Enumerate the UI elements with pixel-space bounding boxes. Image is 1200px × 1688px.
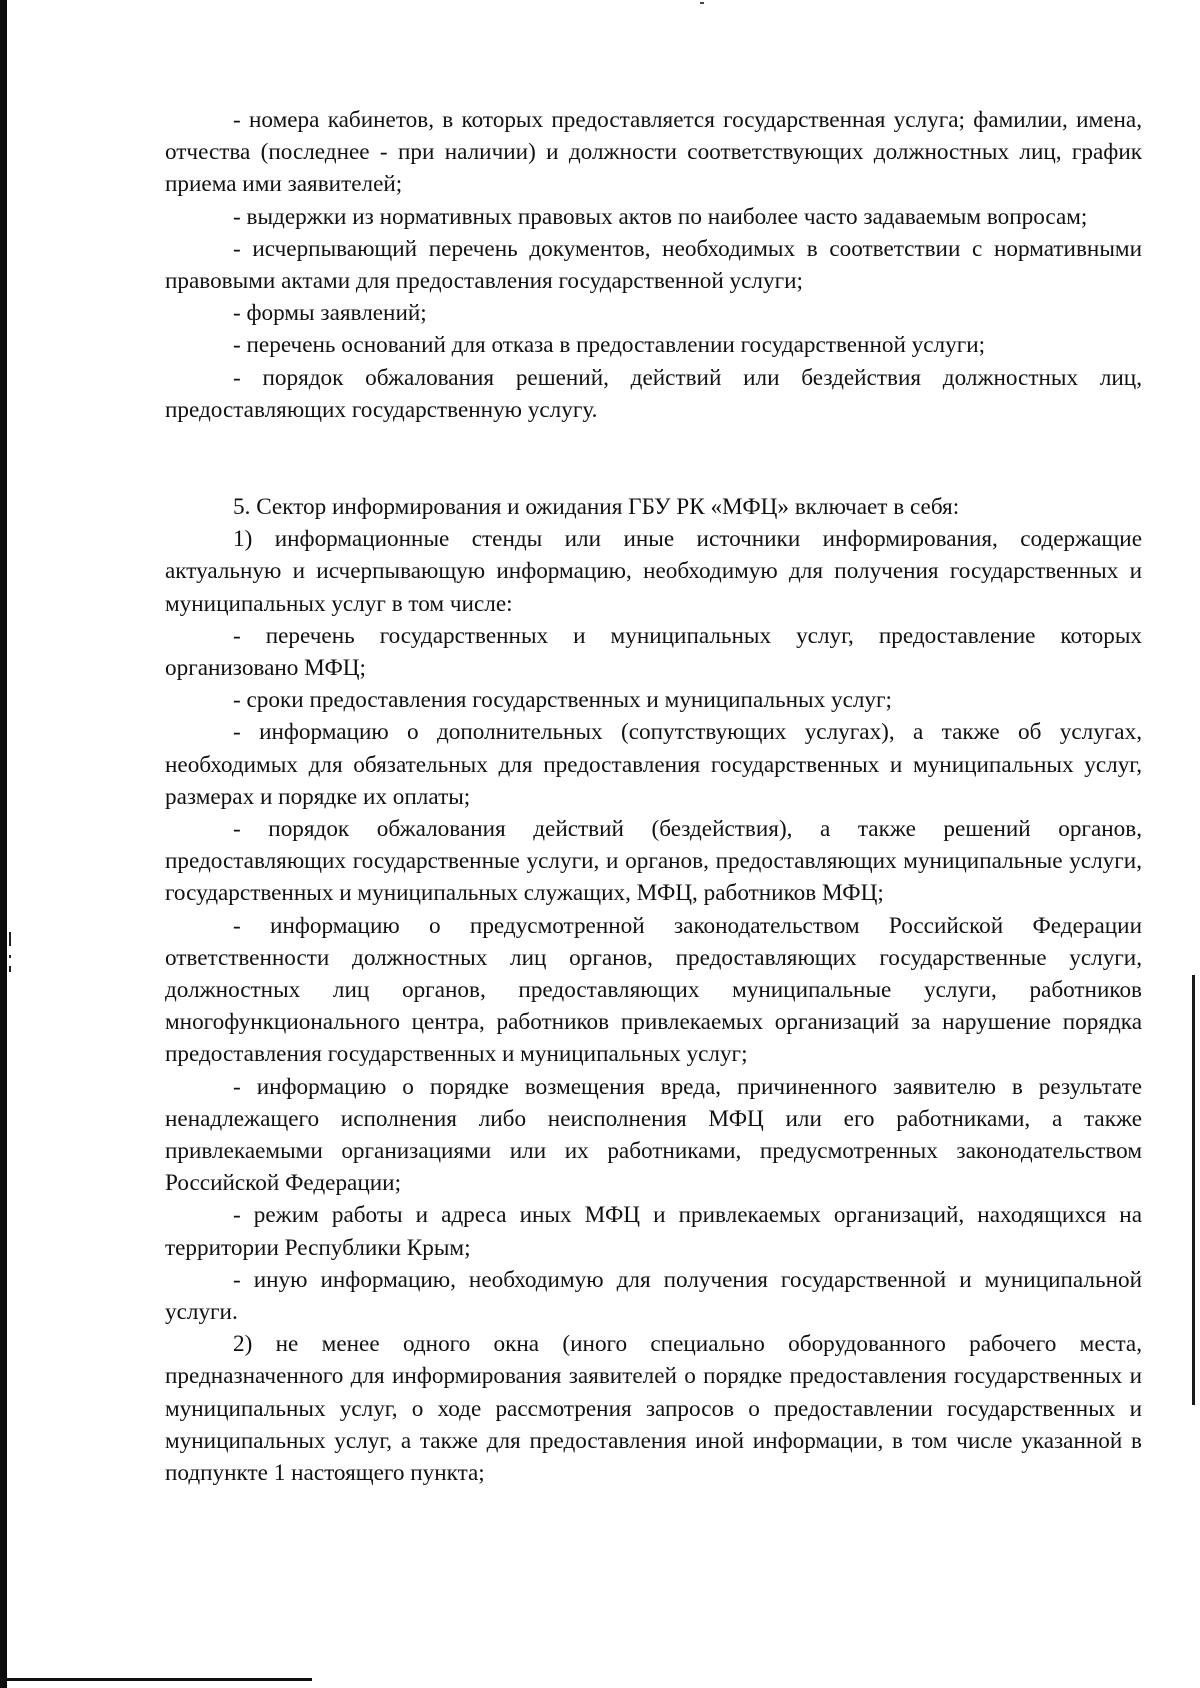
list-item: - сроки предоставления государственных и муниципальных услуг; xyxy=(233,687,892,714)
scan-tick-mark xyxy=(9,966,11,972)
list-item: 2) не менее одного окна (иного специально оборудованного рабочего места, предназначенного для информирования заявителей о порядке предоставления государственных и муниципальных услуг, о ходе рассмотрения запросов о предоставлении государственных и муниципальных услуг, а также для предоставления иной информации, в том числе указанной в подпункте 1 настоящего пункта; xyxy=(165,1331,1142,1487)
list-item: - формы заявлений; xyxy=(233,300,427,327)
list-item: - перечень государственных и муниципальных услуг, предоставление которых организовано МФЦ; xyxy=(165,622,1142,682)
list-item: - порядок обжалования решений, действий или бездействия должностных лиц, предоставляющих государственную услугу. xyxy=(165,364,1142,423)
list-item: - перечень оснований для отказа в предоставлении государственной услуги; xyxy=(233,332,986,359)
list-block-top xyxy=(165,104,1142,426)
list-item: - порядок обжалования действий (бездействия), а также решений органов, предоставляющих государственные услуги, и органов, предоставляющих муниципальные услуги, государственных и муниципальных служащих, МФЦ, работников МФЦ; xyxy=(165,816,1142,907)
list-item: - выдержки из нормативных правовых актов по наиболее часто задаваемым вопросам; xyxy=(233,203,1088,230)
scan-dust-mark xyxy=(700,2,704,4)
scan-bottom-edge-line xyxy=(0,1678,312,1681)
list-item: - режим работы и адреса иных МФЦ и привлекаемых организаций, находящихся на территории Республики Крым; xyxy=(165,1202,1142,1261)
list-item: - исчерпывающий перечень документов, необходимых в соответствии с нормативными правовыми актами для предоставления государственной услуги; xyxy=(165,235,1142,295)
list-item: - информацию о дополнительных (сопутствующих услугах), а также об услугах, необходимых для обязательных для предоставления государственных и муниципальных услуг, размерах и порядке их оплаты; xyxy=(165,719,1142,810)
list-item: - номера кабинетов, в которых предоставляется государственная услуга; фамилии, имена, отчества (последнее - при наличии) и должности соответствующих должностных лиц, график приема ими заявителей; xyxy=(165,107,1142,198)
list-item: - информацию о предусмотренной законодательством Российской Федерации ответственности должностных лиц органов, предоставляющих государственные услуги, должностных лиц органов, предоставляющих муниципальные услуги, работников многофункционального центра, работников привлекаемых организаций за нарушение порядка предоставления государственных и муниципальных услуг; xyxy=(165,912,1142,1068)
scan-right-edge-line xyxy=(1192,975,1195,1405)
list-item: - иную информацию, необходимую для получения государственной и муниципальной услуги. xyxy=(165,1266,1142,1326)
scan-left-edge xyxy=(0,0,7,1688)
section-heading: 5. Сектор информирования и ожидания ГБУ РК «МФЦ» включает в себя: xyxy=(233,494,960,520)
section-5-block xyxy=(165,491,1142,1489)
scan-tick-mark xyxy=(9,955,11,958)
list-item: - информацию о порядке возмещения вреда, причиненного заявителю в результате ненадлежащего исполнения либо неисполнения МФЦ или его работниками, а также привлекаемыми организациями или их работниками, предусмотренных законодательством Российской Федерации; xyxy=(165,1073,1142,1197)
list-item: 1) информационные стенды или иные источники информирования, содержащие актуальную и исчерпывающую информацию, необходимую для получения государственных и муниципальных услуг в том числе: xyxy=(165,526,1142,617)
scan-tick-mark xyxy=(9,932,11,946)
